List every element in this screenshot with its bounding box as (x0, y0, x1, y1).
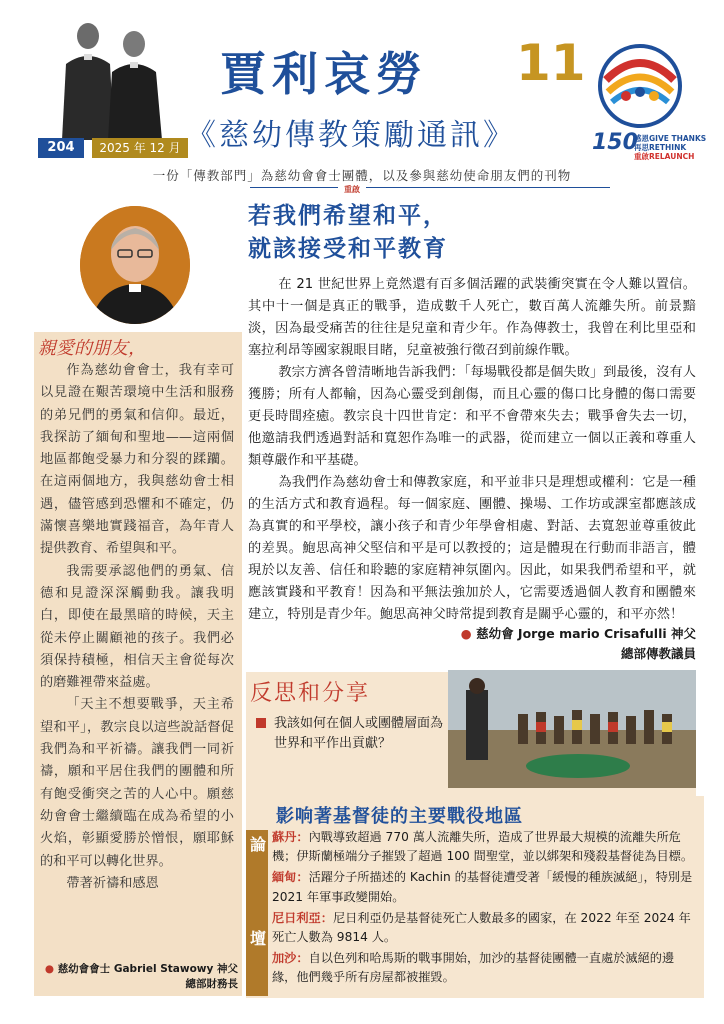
forum-item-label: 蘇丹： (272, 830, 309, 844)
forum-item (272, 828, 696, 866)
forum-title: 影响著基督徒的主要戰役地區 (276, 806, 523, 827)
refugees-photo (448, 670, 696, 788)
letter-greeting: 親愛的朋友， (38, 338, 146, 359)
masthead-subtitle: 《慈幼傳教策勵通訊》 (186, 118, 516, 153)
square-bullet-icon (256, 718, 266, 728)
reflection-question: 我該如何在個人或團體層面為世界和平作出貢獻？ (274, 716, 444, 751)
forum-item-text: 活躍分子所描述的 Kachin 的基督徒遭受著「緩慢的種族滅絕」，特別是 2021 年軍事政變開始。 (272, 870, 693, 904)
letter-paragraph: 我需要承認他們的勇氣、信德和見證深深觸動我。讓我明白，即使在最黑暗的時候，天主從未停止關顧祂的孩子。我們必須保持積極，相信天主會從每次的磨難裡帶來益處。 (40, 563, 234, 691)
forum-item-label: 加沙： (272, 951, 309, 966)
masthead-number: 11 (516, 34, 586, 92)
article-title (248, 200, 448, 266)
article-signature (450, 624, 696, 664)
forum-item (272, 909, 696, 947)
logo-line-3: 重啟RELAUNCH (634, 152, 695, 161)
forum-item (272, 868, 696, 906)
letter-body (40, 360, 234, 895)
forum-item-label: 緬甸： (272, 870, 309, 885)
tagline: 一份「傳教部門」為慈幼會會士團體，以及參與慈幼使命朋友們的刊物 (152, 168, 572, 183)
forum-side-char-1: 論 (250, 835, 267, 854)
logo-line-1: 感恩GIVE THANKS (634, 134, 707, 143)
article-body (248, 274, 696, 626)
letter-paragraph: 作為慈幼會會士，我有幸可以見證在艱苦環境中生活和服務的弟兄們的勇氣和信仰。最近，我探訪了緬甸和聖地——這兩個地區都飽受暴力和分裂的蹂躪。在這兩個地方，我與慈幼會士相遇，儘管感到恐懼和不確定，仍滿懷喜樂地實踐福音，為年青人提供教育、希望與和平。 (40, 363, 234, 557)
masthead-title: 賈利哀勞 (220, 47, 428, 101)
small-note: 重啟 (338, 184, 366, 195)
author-portrait (80, 206, 190, 324)
forum-item (272, 949, 696, 987)
divider (250, 187, 610, 188)
forum-item-text: 尼日利亞仍是基督徒死亡人數最多的國家，在 2022 年至 2024 年死亡人數為 9814 人。 (272, 910, 691, 945)
letter-signer-role: 總部財務長 (185, 978, 238, 990)
bullet-dot: ● (44, 963, 58, 975)
issue-number: 204 (38, 138, 84, 158)
letter-signature (34, 962, 238, 992)
article-paragraph: 在 21 世紀世界上竟然還有百多個活躍的武裝衝突實在令人難以置信。其中十一個是真正的戰爭，造成數千人死亡，數百萬人流離失所。前景黯淡，因為最受痛苦的往往是兒童和青少年。作為傳教士，我曾在利比里亞和塞拉利昂等國家親眼目睹，兒童被強行徵召到前線作戰。 (248, 277, 696, 358)
founders-photo (40, 14, 180, 140)
anniversary-logo (592, 40, 688, 136)
letter-signer: 慈幼會會士 Gabriel Stawowy 神父 (57, 963, 238, 975)
issue-date: 2025 年 12 月 (92, 138, 188, 158)
bullet-dot: ● (460, 626, 477, 641)
letter-paragraph: 「天主不想要戰爭，天主希望和平」，教宗良以這些說話督促我們為和平祈禱。讓我們一同祈禱，願和平居住我們的團體和所有飽受衝突之苦的人心中。願慈幼會會士繼續臨在成為希望的小火焰，彰顯愛勝於憎恨，願耶穌的和平可以轉化世界。 (40, 697, 234, 869)
forum-item-label: 尼日利亞： (272, 910, 333, 925)
forum-side-char-2: 壇 (250, 929, 267, 948)
logo-number: 150 (592, 130, 638, 155)
article-paragraph: 為我們作為慈幼會士和傳教家庭，和平並非只是理想或權利：它是一種的生活方式和教育過程。每一個家庭、團體、操場、工作坊或課室都應該成為真實的和平學校，讓小孩子和青少年學會相處、對話、去寬恕並尊重彼此的差異。鮑思高神父堅信和平是可以教授的；這是體現在行動而非語言，體現於以友善、信任和聆聽的家庭精神氛圍內。因此，如果我們希望和平，就應該實踐和平教育！因為和平無法強加於人，它需要透過個人教育和團體來建立，特別是青少年。鮑思高神父時常提到教育是關乎心靈的，和平亦然！ (248, 475, 696, 622)
article-paragraph: 教宗方濟各曾清晰地告訴我們：「每場戰役都是個失敗」到最後，沒有人獲勝；所有人都輸，因為心靈受到創傷，而且心靈的傷口比身體的傷口需要更長時間痊癒。教宗良十四世肯定：和平不會帶來失去；戰爭會失去一切，他邀請我們透過對話和寬恕作為唯一的武器，從而建立一個以正義和尊重人類尊嚴作和平基礎。 (248, 365, 696, 468)
letter-closing: 帶著祈禱和感恩 (66, 875, 159, 891)
logo-text (634, 134, 706, 161)
reflection-title: 反思和分享 (250, 681, 371, 706)
forum-item-text: 內戰導致超過 770 萬人流離失所，造成了世界最大規模的流離失所危機；伊斯蘭極端分子摧毀了超過 100 間聖堂，並以綁架和殘殺基督徒為目標。 (272, 830, 694, 864)
logo-line-2: 再思RETHINK (634, 143, 687, 152)
article-title-line-2: 就該接受和平教育 (248, 236, 448, 262)
forum-list (272, 828, 696, 990)
forum-item-text: 自以色列和哈馬斯的戰事開始，加沙的基督徒團體一直處於滅絕的邊緣，他們幾乎所有房屋都被摧毀。 (272, 951, 675, 985)
article-signer: 慈幼會 Jorge mario Crisafulli 神父 (476, 626, 696, 641)
article-title-line-1: 若我們希望和平， (248, 203, 448, 229)
article-signer-role: 總部傳教議員 (620, 646, 696, 661)
